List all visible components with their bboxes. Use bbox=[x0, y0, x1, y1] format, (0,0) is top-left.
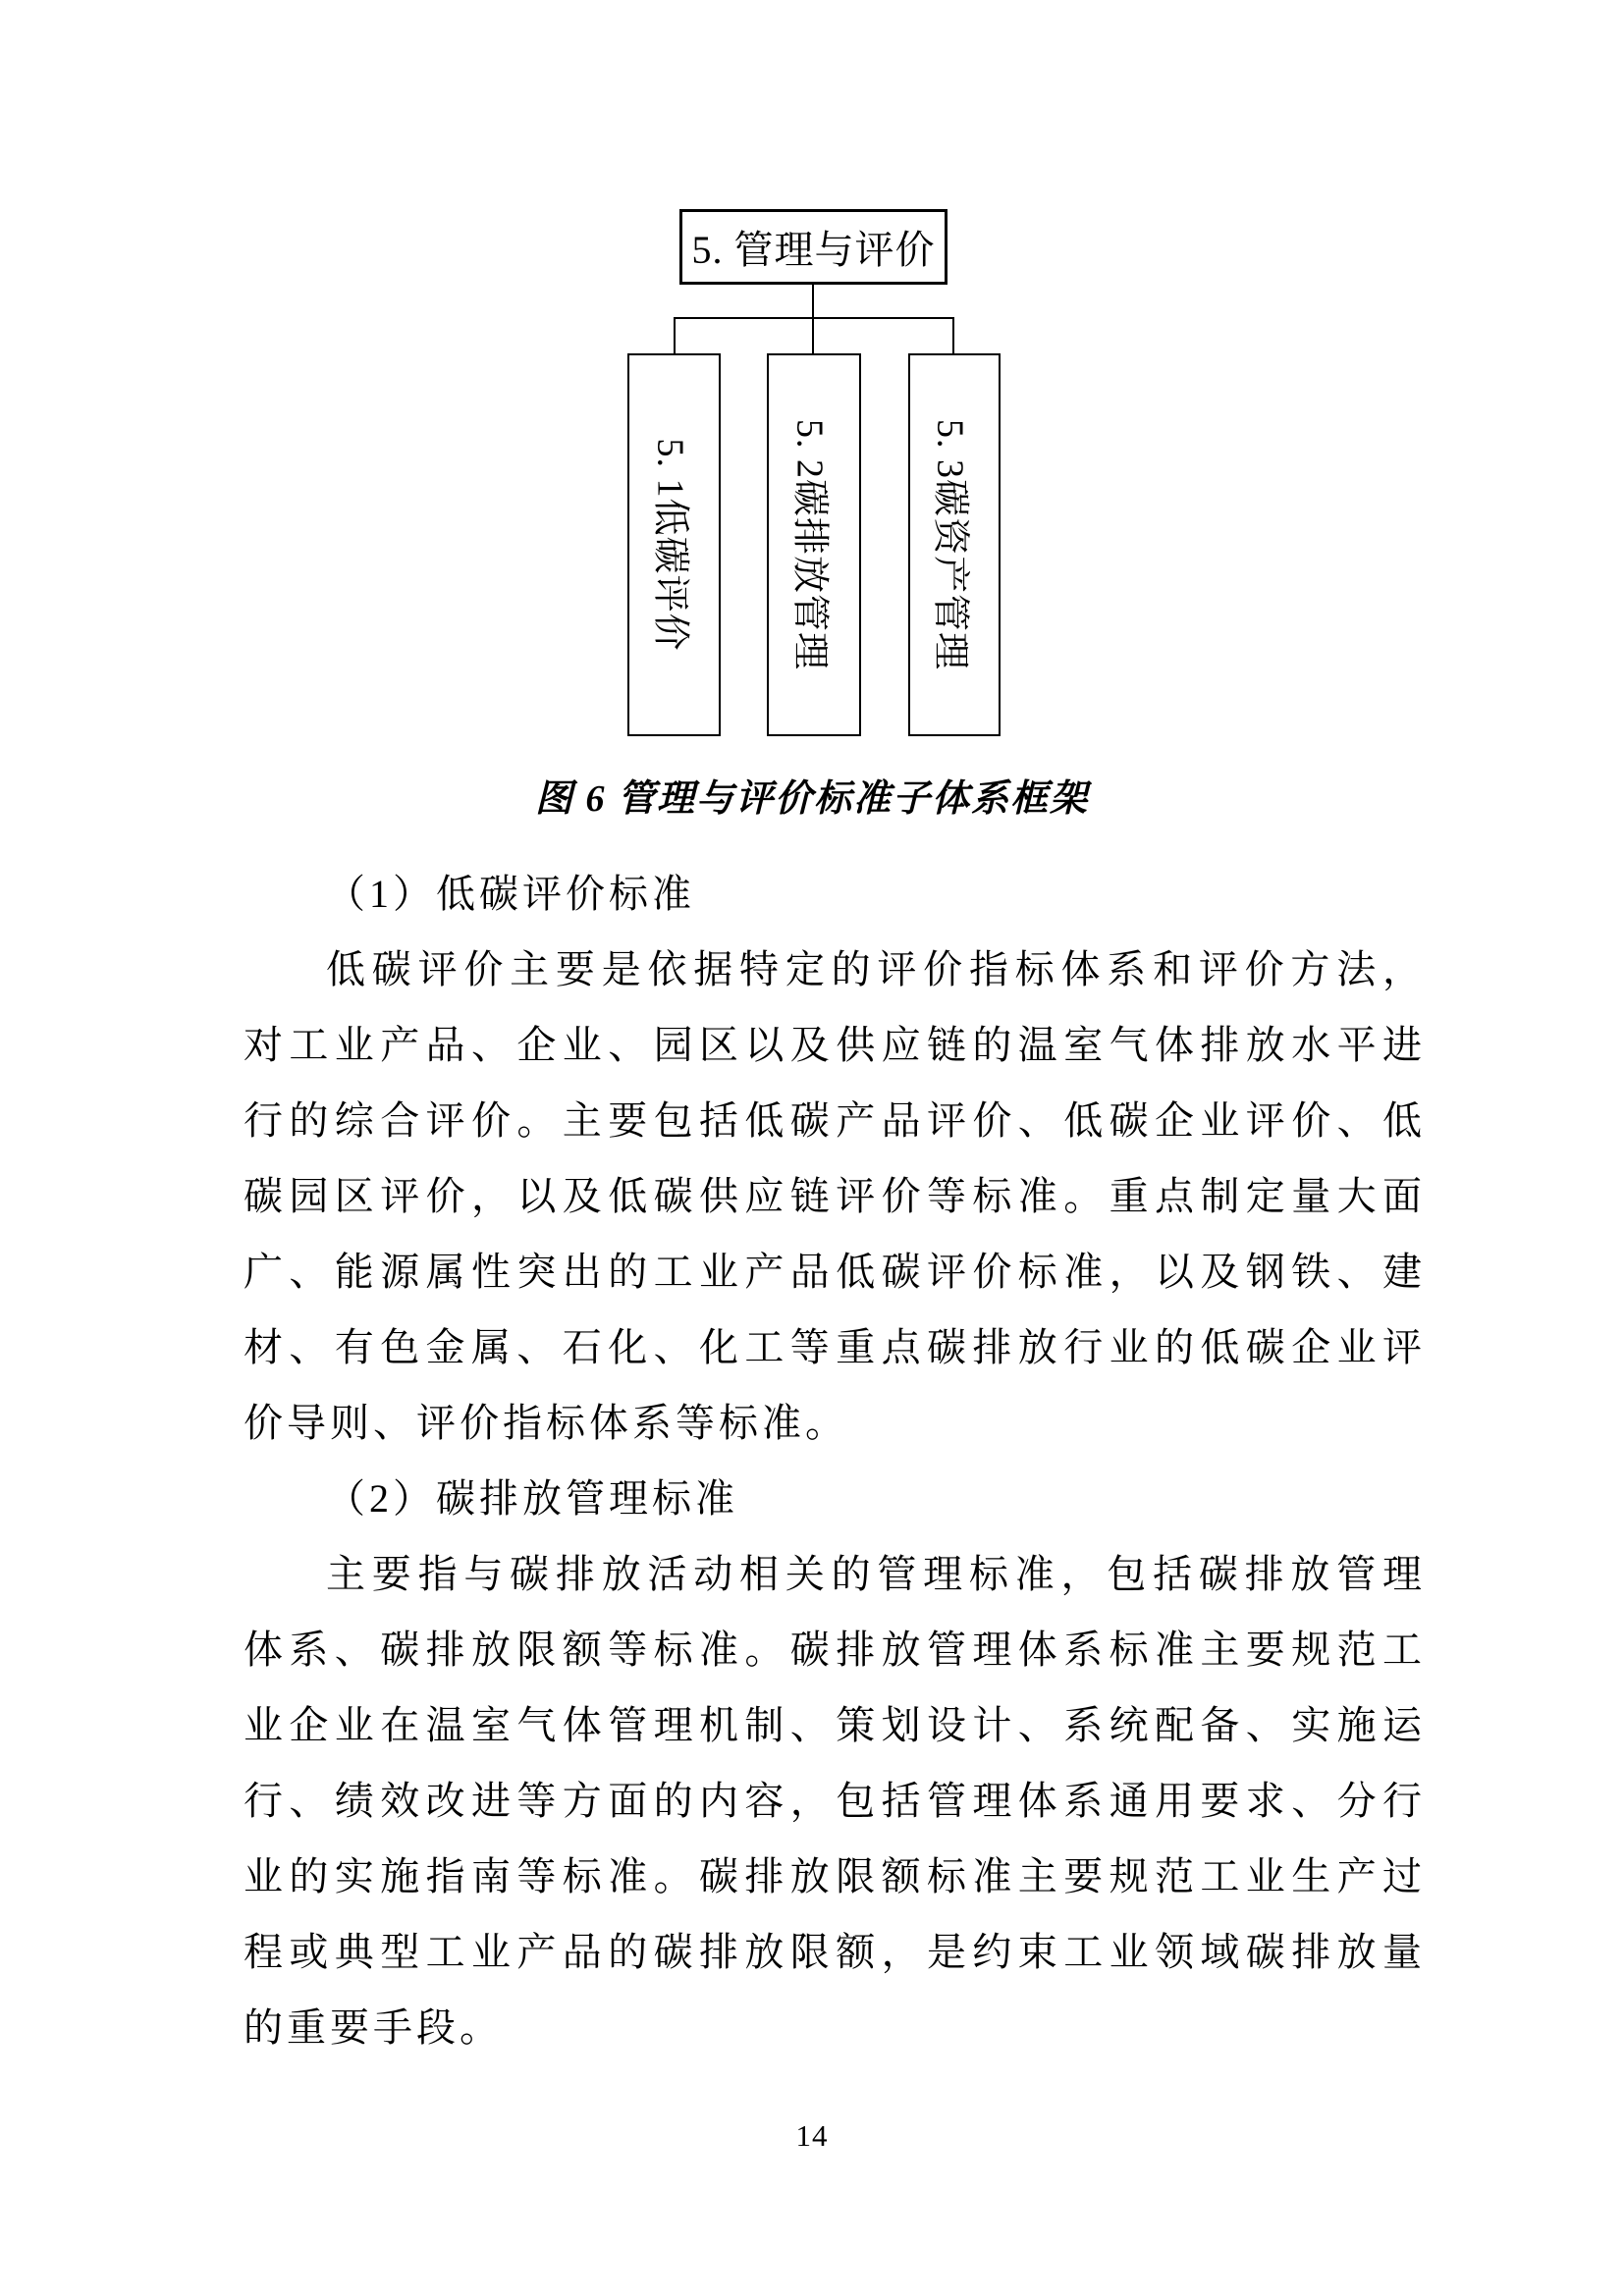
figure-caption: 图 6 管理与评价标准子体系框架 bbox=[534, 778, 1089, 820]
text-line: 体系、碳排放限额等标准。碳排放管理体系标准主要规范工 bbox=[244, 1628, 1422, 1672]
connector-stub-middle bbox=[812, 317, 814, 354]
text-line: 的重要手段。 bbox=[244, 2005, 503, 2050]
page-number: 14 bbox=[795, 2118, 829, 2153]
chart-root-label: 5. 管理与评价 bbox=[691, 228, 936, 272]
connector-stub-left bbox=[674, 317, 676, 354]
chart-leaf-low-carbon-evaluation bbox=[627, 353, 721, 736]
chart-leaf-label: 5. 2碳排放管理 bbox=[788, 418, 831, 671]
chart-leaf-carbon-emission-management bbox=[767, 353, 861, 736]
chart-leaf-carbon-asset-management bbox=[908, 353, 1001, 736]
body-text bbox=[244, 856, 1422, 2065]
chart-root-node bbox=[679, 209, 947, 285]
text-line: 业的实施指南等标准。碳排放限额标准主要规范工业生产过 bbox=[244, 1854, 1422, 1898]
chart-leaf-label: 5. 1低碳评价 bbox=[649, 438, 690, 652]
text-line: 程或典型工业产品的碳排放限额，是约束工业领域碳排放量 bbox=[244, 1930, 1422, 1974]
chart-leaf-label: 5. 3碳资产管理 bbox=[929, 418, 971, 671]
text-line: 对工业产品、企业、园区以及供应链的温室气体排放水平进 bbox=[244, 1023, 1422, 1067]
connector-crossbar bbox=[674, 317, 954, 319]
text-line: 业企业在温室气体管理机制、策划设计、系统配备、实施运 bbox=[244, 1703, 1422, 1747]
text-line: （1）低碳评价标准 bbox=[326, 872, 695, 916]
text-line: 广、能源属性突出的工业产品低碳评价标准，以及钢铁、建 bbox=[244, 1250, 1422, 1294]
text-line: 行、绩效改进等方面的内容，包括管理体系通用要求、分行 bbox=[244, 1779, 1422, 1823]
connector-root-down bbox=[812, 285, 814, 319]
text-line: 价导则、评价指标体系等标准。 bbox=[244, 1401, 848, 1445]
connector-stub-right bbox=[952, 317, 954, 354]
text-line: 行的综合评价。主要包括低碳产品评价、低碳企业评价、低 bbox=[244, 1098, 1422, 1143]
text-line: 材、有色金属、石化、化工等重点碳排放行业的低碳企业评 bbox=[244, 1325, 1422, 1369]
text-line: 碳园区评价，以及低碳供应链评价等标准。重点制定量大面 bbox=[244, 1174, 1422, 1218]
text-line: 低碳评价主要是依据特定的评价指标体系和评价方法， bbox=[326, 947, 1422, 991]
text-line: 主要指与碳排放活动相关的管理标准，包括碳排放管理 bbox=[326, 1552, 1422, 1596]
text-line: （2）碳排放管理标准 bbox=[326, 1476, 738, 1521]
